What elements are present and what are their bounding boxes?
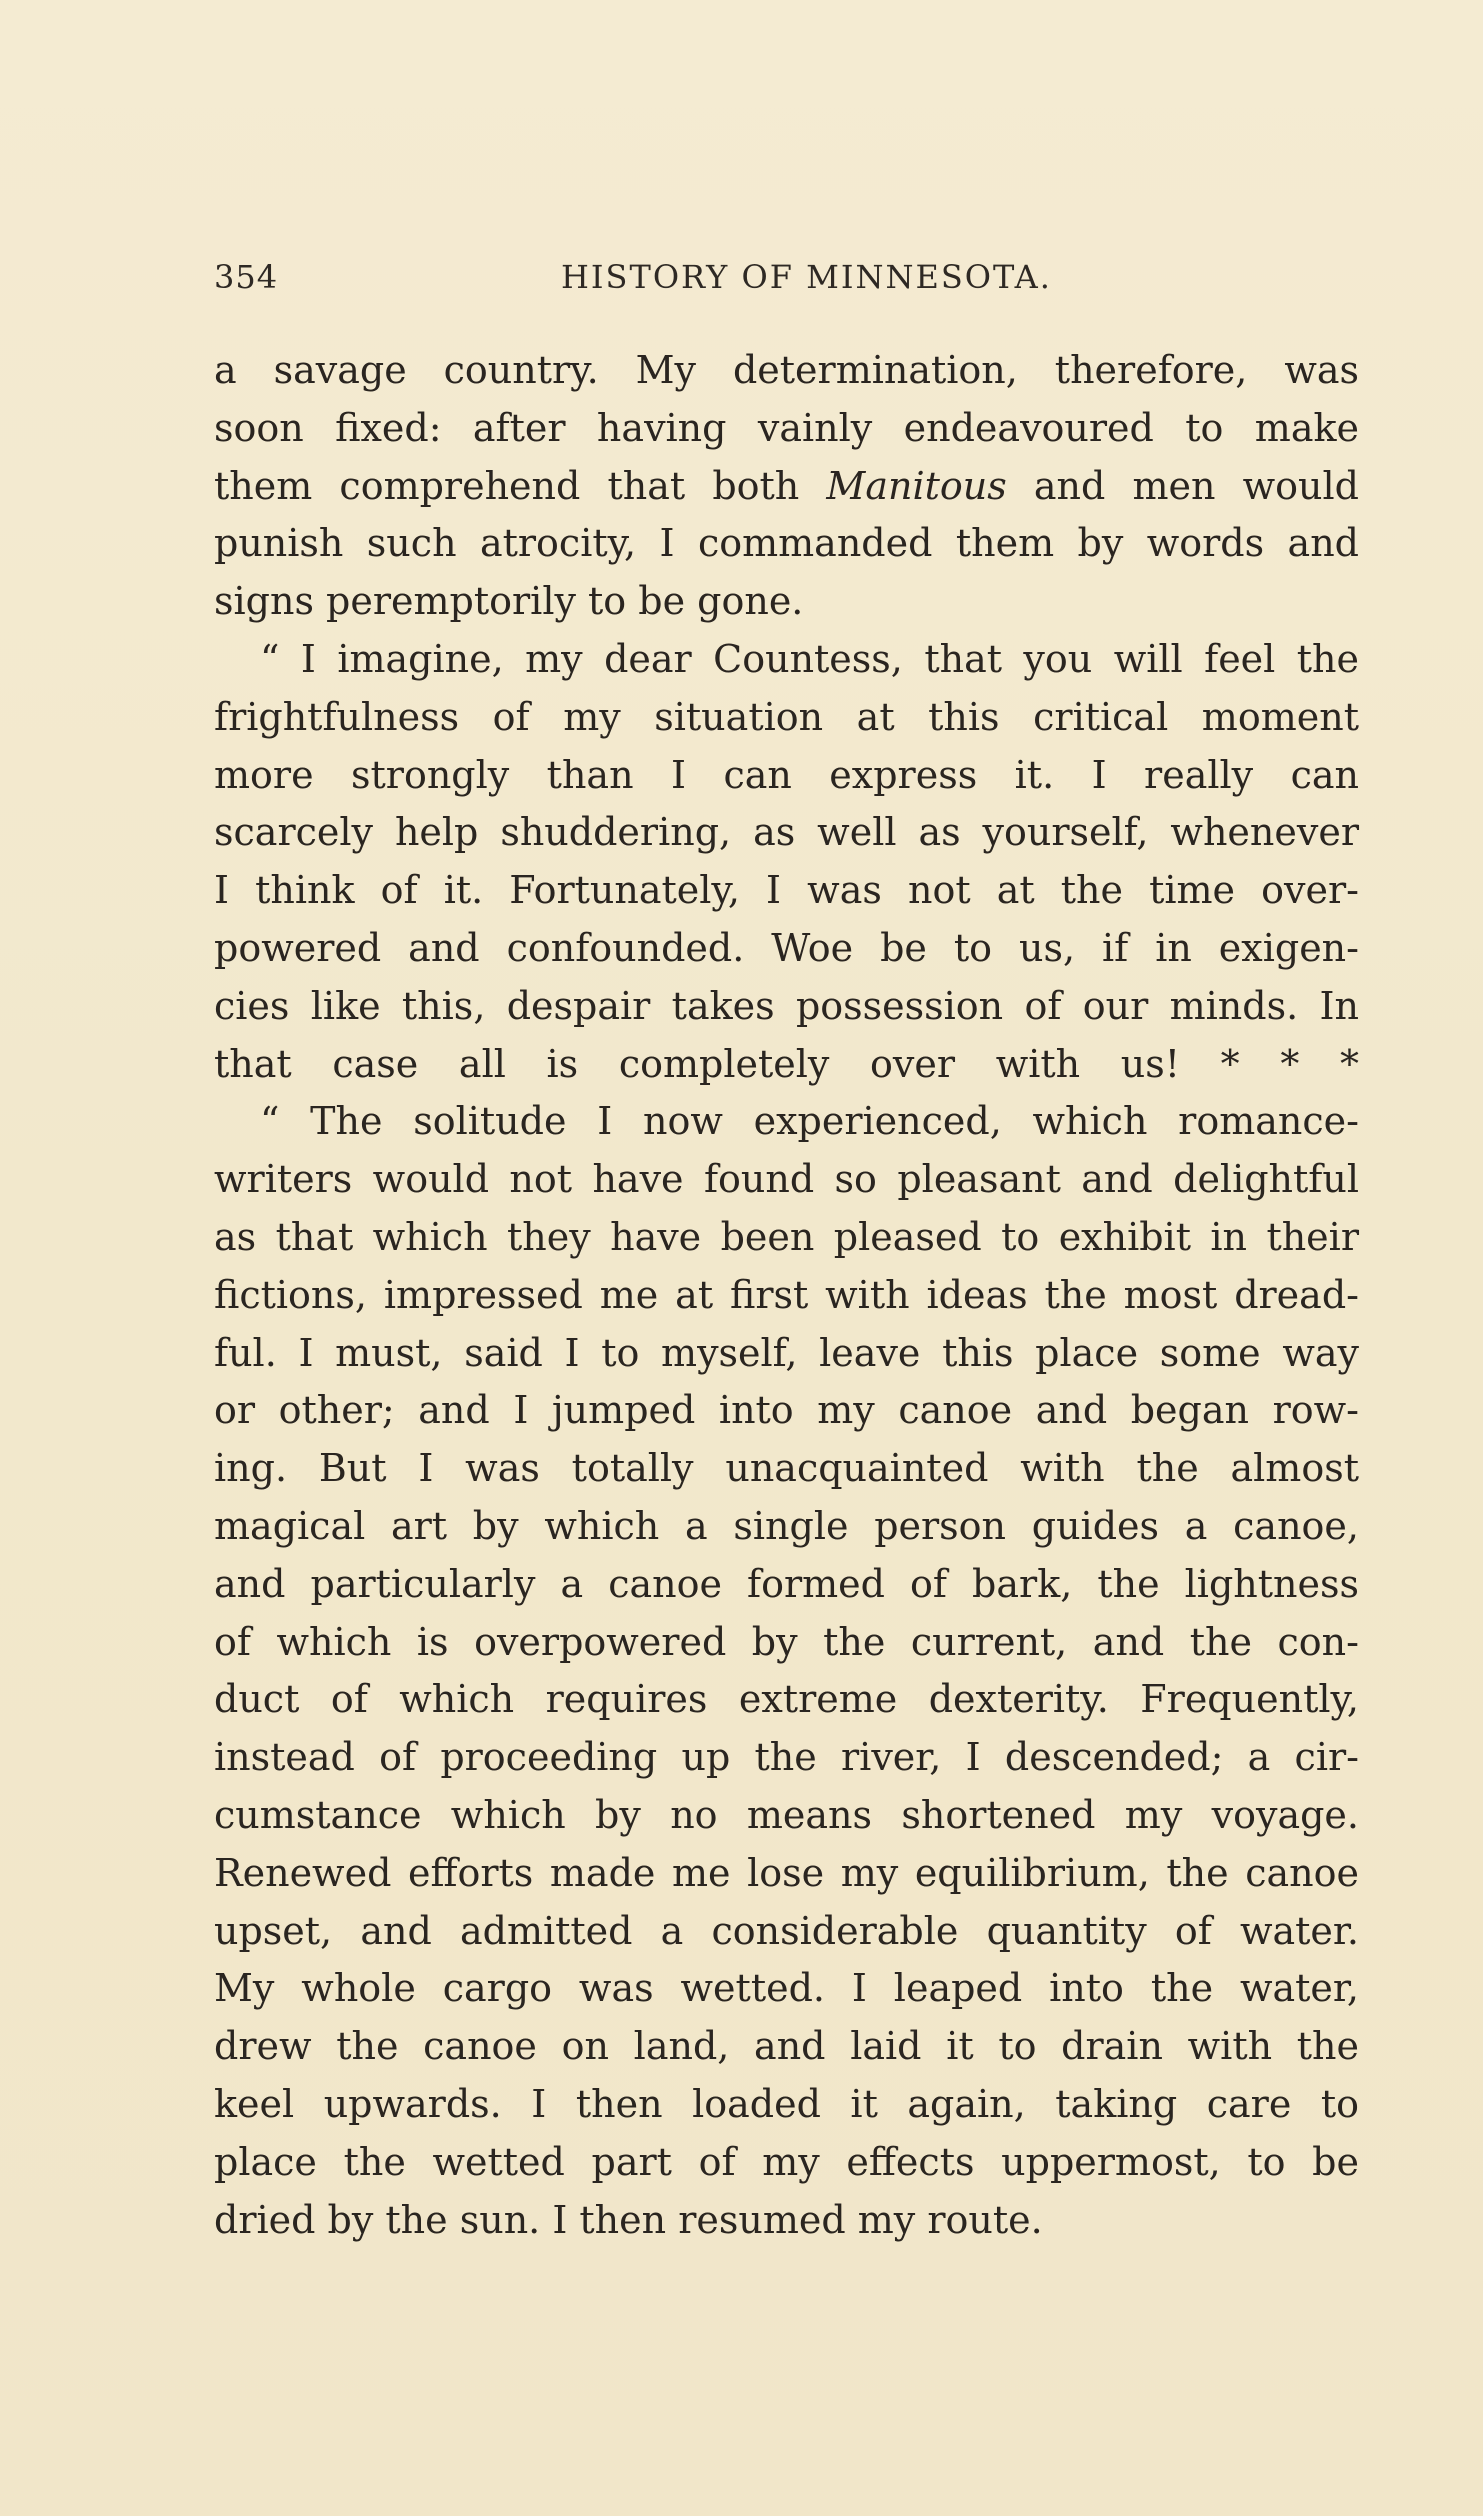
text-line: punish such atrocity, I commanded them by words and [214, 521, 1359, 566]
paragraph-end-line: that case all is completely over with us! * * * [214, 1041, 1359, 1086]
text-line: cumstance which by no means shortened my voyage. [214, 1792, 1359, 1837]
paragraph-end-line: dried by the sun. I then resumed my route. [214, 2197, 1043, 2242]
text-line: as that which they have been pleased to exhibit in their [214, 1214, 1359, 1259]
text-line: upset, and admitted a considerable quantity of water. [214, 1908, 1359, 1953]
text-line: magical art by which a single person guides a canoe, [214, 1503, 1359, 1548]
text-line: My whole cargo was wetted. I leaped into the water, [214, 1966, 1359, 2011]
text-line: frightfulness of my situation at this critical moment [214, 694, 1359, 739]
text-line: ful. I must, said I to myself, leave this place some way [214, 1330, 1359, 1375]
running-title: HISTORY OF MINNESOTA. [561, 258, 1052, 296]
text-line: powered and confounded. Woe be to us, if in exigen- [214, 925, 1359, 970]
text-line: scarcely help shuddering, as well as yourself, whenever [214, 810, 1359, 855]
text-line [214, 458, 1359, 516]
text-line: duct of which requires extreme dexterity. Frequently, [214, 1677, 1359, 1722]
text-line: fictions, impressed me at first with ideas the most dread- [214, 1272, 1359, 1317]
italic-word: Manitous [826, 463, 1007, 508]
running-head [214, 258, 1344, 308]
text-line: ing. But I was totally unacquainted with the almost [214, 1446, 1359, 1491]
text-line: and particularly a canoe formed of bark, the lightness [214, 1561, 1359, 1606]
text-line: of which is overpowered by the current, and the con- [214, 1619, 1359, 1664]
text-fragment: and men would [1006, 463, 1360, 508]
text-line: drew the canoe on land, and laid it to drain with the [214, 2024, 1359, 2069]
page-number: 354 [214, 258, 279, 296]
body-text [214, 342, 1359, 2249]
text-line: instead of proceeding up the river, I descended; a cir- [214, 1735, 1359, 1780]
text-line: soon fixed: after having vainly endeavoured to make [214, 405, 1359, 450]
text-line: or other; and I jumped into my canoe and began row- [214, 1388, 1359, 1433]
text-line: keel upwards. I then loaded it again, taking care to [214, 2081, 1359, 2126]
text-line: a savage country. My determination, therefore, was [214, 348, 1359, 392]
text-line: cies like this, despair takes possession of our minds. In [214, 983, 1359, 1028]
paragraph-start-line: “ The solitude I now experienced, which romance- [260, 1099, 1359, 1144]
paragraph-start-line: “ I imagine, my dear Countess, that you will feel the [260, 636, 1359, 681]
text-line: I think of it. Fortunately, I was not at the time over- [214, 868, 1359, 913]
text-line: writers would not have found so pleasant and delightful [214, 1157, 1359, 1202]
paragraph-end-line: signs peremptorily to be gone. [214, 579, 804, 624]
text-line: more strongly than I can express it. I really can [214, 752, 1359, 797]
text-line: place the wetted part of my effects uppermost, to be [214, 2139, 1359, 2184]
text-line: Renewed efforts made me lose my equilibrium, the canoe [214, 1850, 1359, 1895]
text-fragment: them comprehend that both [214, 463, 827, 508]
